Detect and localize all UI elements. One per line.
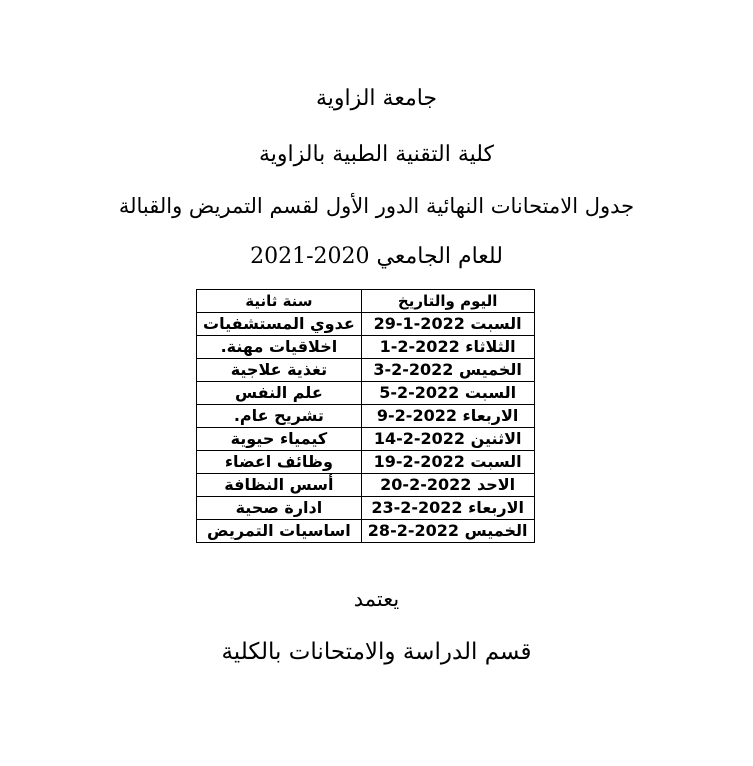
day-date-cell [361, 405, 534, 428]
day-date-cell [361, 474, 534, 497]
subject-cell: علم النفس [197, 382, 362, 405]
university-name: جامعة الزاوية [315, 86, 438, 111]
college-name: كلية التقنية الطبية بالزاوية [258, 142, 495, 167]
day-date-cell [361, 313, 534, 336]
subject-cell: اخلاقيات مهنة. [197, 336, 362, 359]
exam-date: 19-2-2022 [373, 452, 465, 471]
exam-date: 29-1-2022 [373, 314, 465, 333]
day-date-cell [361, 336, 534, 359]
exam-date: 14-2-2022 [373, 429, 466, 448]
day-name: السبت [470, 314, 522, 333]
day-name: الثلاثاء [465, 337, 516, 356]
exam-date: 3-2-2022 [373, 360, 454, 379]
subject-cell: أسس النظافة [197, 474, 362, 497]
subject-cell: وظائف اعضاء [197, 451, 362, 474]
subject-cell: عدوي المستشفيات [197, 313, 362, 336]
column-header-second-year: سنة ثانية [197, 290, 362, 313]
day-name: السبت [464, 383, 517, 402]
table-row [197, 451, 535, 474]
exam-rows [197, 313, 535, 543]
subject-cell: تغذية علاجية [197, 359, 362, 382]
day-date-cell [361, 382, 534, 405]
table-row [197, 405, 535, 428]
table-row [197, 474, 535, 497]
day-name: الاحد [476, 475, 516, 494]
schedule-title: جدول الامتحانات النهائية الدور الأول لقسم التمريض والقبالة [118, 194, 635, 218]
subject-cell: اساسيات التمريض [197, 520, 362, 543]
day-name: الاربعاء [468, 498, 524, 517]
table-row [197, 497, 535, 520]
table-row [197, 382, 535, 405]
table-header-row [197, 290, 535, 313]
table-row [197, 313, 535, 336]
exam-schedule-table [196, 289, 535, 543]
department-name: قسم الدراسة والامتحانات بالكلية [221, 639, 532, 665]
table-row [197, 428, 535, 451]
subject-cell: كيمياء حيوية [197, 428, 362, 451]
day-date-cell [361, 497, 534, 520]
day-name: الاربعاء [462, 406, 519, 425]
day-name: الخميس [464, 521, 528, 540]
exam-date: 5-2-2022 [379, 383, 460, 402]
day-name: السبت [470, 452, 522, 471]
approval-label: يعتمد [353, 587, 400, 611]
table-row [197, 336, 535, 359]
table-row [197, 520, 535, 543]
column-header-day-date: اليوم والتاريخ [361, 290, 534, 313]
exam-date: 1-2-2022 [379, 337, 460, 356]
exam-date: 20-2-2022 [380, 475, 472, 494]
day-name: الاثنين [470, 429, 522, 448]
subject-cell: ادارة صحية [197, 497, 362, 520]
table-row [197, 359, 535, 382]
exam-date: 28-2-2022 [367, 521, 460, 540]
day-date-cell [361, 428, 534, 451]
exam-date: 23-2-2022 [371, 498, 463, 517]
exam-date: 9-2-2022 [376, 406, 457, 425]
day-date-cell [361, 359, 534, 382]
day-date-cell [361, 451, 534, 474]
subject-cell: تشريح عام. [197, 405, 362, 428]
day-name: الخميس [459, 360, 522, 379]
academic-year: للعام الجامعي 2020-2021 [250, 244, 503, 269]
day-date-cell [361, 520, 534, 543]
